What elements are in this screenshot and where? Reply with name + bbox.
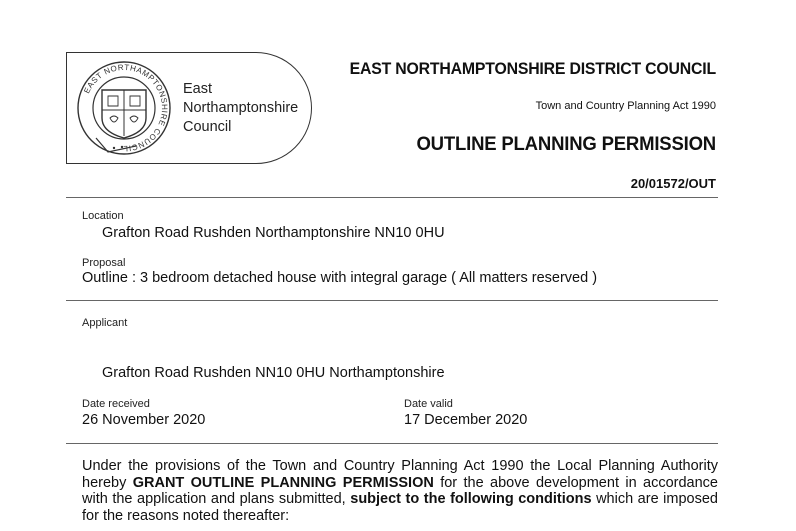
decision-conditions: subject to the following conditions: [350, 491, 592, 507]
decision-paragraph: [82, 458, 718, 524]
document-title: OUTLINE PLANNING PERMISSION: [416, 133, 716, 155]
date-received-value: 26 November 2020: [82, 412, 206, 428]
logo-line-3: Council: [183, 119, 232, 135]
decision-text-1: Under the provisions of the Town and Country Planning Act 1990 the Local Planning Authority hereby: [82, 458, 718, 491]
location-value: Grafton Road Rushden Northamptonshire NN10 0HU: [102, 225, 445, 241]
application-reference: 20/01572/OUT: [630, 176, 716, 191]
council-name: EAST NORTHAMPTONSHIRE DISTRICT COUNCIL: [349, 60, 716, 78]
date-valid-value: 17 December 2020: [404, 412, 528, 428]
divider: [66, 443, 718, 444]
proposal-label: Proposal: [82, 257, 126, 269]
logo-line-2: Northamptonshire: [183, 100, 299, 116]
applicant-label: Applicant: [82, 317, 128, 329]
location-label: Location: [82, 210, 124, 222]
act-reference: Town and Country Planning Act 1990: [535, 100, 716, 112]
logo-line-1: East: [183, 81, 213, 97]
divider: [66, 197, 718, 198]
divider: [66, 300, 718, 301]
applicant-address: Grafton Road Rushden NN10 0HU Northamptonshire: [102, 365, 445, 381]
seal-ring-text: EAST NORTHAMPTONSHIRE COUNCIL: [82, 62, 170, 154]
logo-wordmark: [183, 80, 298, 137]
decision-text-3: which are imposed for the reasons noted thereafter:: [82, 491, 718, 524]
decision-grant: GRANT OUTLINE PLANNING PERMISSION: [132, 474, 434, 491]
council-seal-icon: [74, 60, 174, 156]
proposal-value: Outline : 3 bedroom detached house with integral garage ( All matters reserved ): [82, 270, 598, 286]
date-valid-label: Date valid: [404, 398, 453, 410]
decision-text-2: for the above development in accordance with the application and plans submitted,: [82, 474, 718, 507]
date-received-label: Date received: [82, 398, 150, 410]
